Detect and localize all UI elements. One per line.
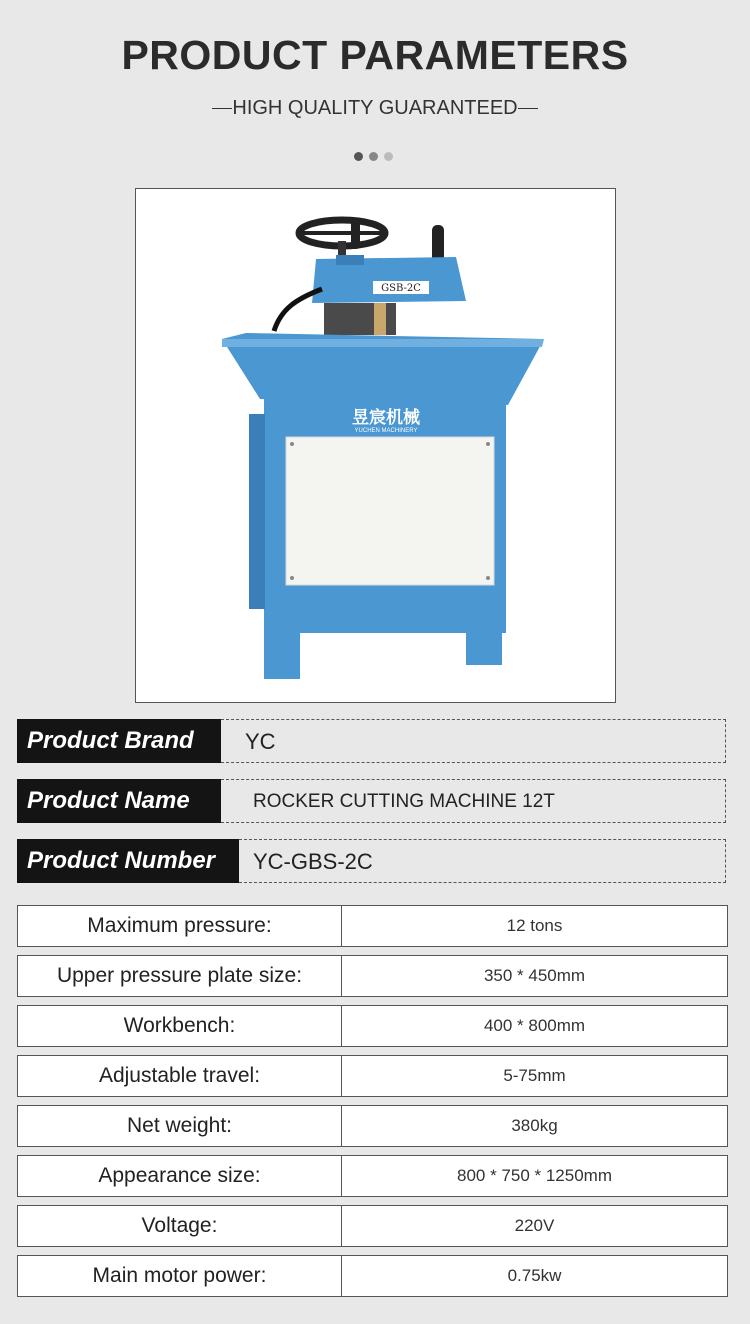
spec-row	[17, 1155, 728, 1197]
spec-value: 380kg	[511, 1116, 558, 1135]
spec-row	[17, 1255, 728, 1297]
body-side	[249, 414, 265, 609]
spec-key: Workbench:	[18, 1006, 342, 1046]
spec-key: Upper pressure plate size:	[18, 956, 342, 996]
carousel-dot-3[interactable]	[384, 152, 393, 161]
right-leg	[466, 625, 502, 665]
spec-row	[17, 905, 728, 947]
spec-key: Net weight:	[18, 1106, 342, 1146]
info-value-name: ROCKER CUTTING MACHINE 12T	[221, 779, 726, 823]
subtitle-right-rule	[518, 108, 538, 109]
left-leg	[264, 633, 300, 679]
spec-value: 800 * 750 * 1250mm	[457, 1166, 612, 1185]
page-title: PRODUCT PARAMETERS	[121, 32, 629, 78]
info-value-brand: YC	[221, 719, 726, 763]
carousel-dots	[354, 148, 399, 166]
subtitle-text: HIGH QUALITY GUARANTEED	[232, 97, 518, 119]
spec-value: 0.75kw	[507, 1266, 562, 1285]
spec-value: 350 * 450mm	[483, 966, 586, 985]
spec-key: Maximum pressure:	[18, 906, 342, 946]
column-plate	[374, 303, 386, 335]
spec-row	[17, 1005, 728, 1047]
carousel-dot-2[interactable]	[369, 152, 378, 161]
page-subtitle	[0, 97, 750, 120]
carousel-dot-1[interactable]	[354, 152, 363, 161]
spec-key: Appearance size:	[18, 1156, 342, 1196]
info-label-number: Product Number	[17, 839, 239, 883]
brand-en-text: YUCHEN MACHINERY	[354, 428, 418, 434]
spec-key: Adjustable travel:	[18, 1056, 342, 1096]
info-label-name: Product Name	[17, 779, 221, 823]
wheel-handle	[351, 219, 360, 249]
product-photo	[135, 188, 616, 703]
info-label-brand: Product Brand	[17, 719, 221, 763]
head-block	[336, 255, 364, 265]
spec-row	[17, 955, 728, 997]
spec-row	[17, 1205, 728, 1247]
model-plate-text: GSB-2C	[381, 283, 421, 294]
machine-head	[312, 257, 466, 303]
spec-row	[17, 1055, 728, 1097]
rocker-cutting-machine-illustration	[136, 189, 615, 702]
spec-value: 12 tons	[506, 916, 563, 935]
info-value-number: YC-GBS-2C	[239, 839, 726, 883]
front-panel	[286, 437, 494, 585]
spec-value: 5-75mm	[503, 1066, 566, 1085]
brand-cn-text: 昱宸机械	[352, 408, 420, 427]
spec-key: Voltage:	[18, 1206, 342, 1246]
spec-row	[17, 1105, 728, 1147]
spec-value: 400 * 800mm	[483, 1016, 586, 1035]
spec-value: 220V	[514, 1216, 555, 1235]
spec-key: Main motor power:	[18, 1256, 342, 1296]
subtitle-left-rule	[212, 108, 232, 109]
table-edge	[222, 339, 544, 347]
